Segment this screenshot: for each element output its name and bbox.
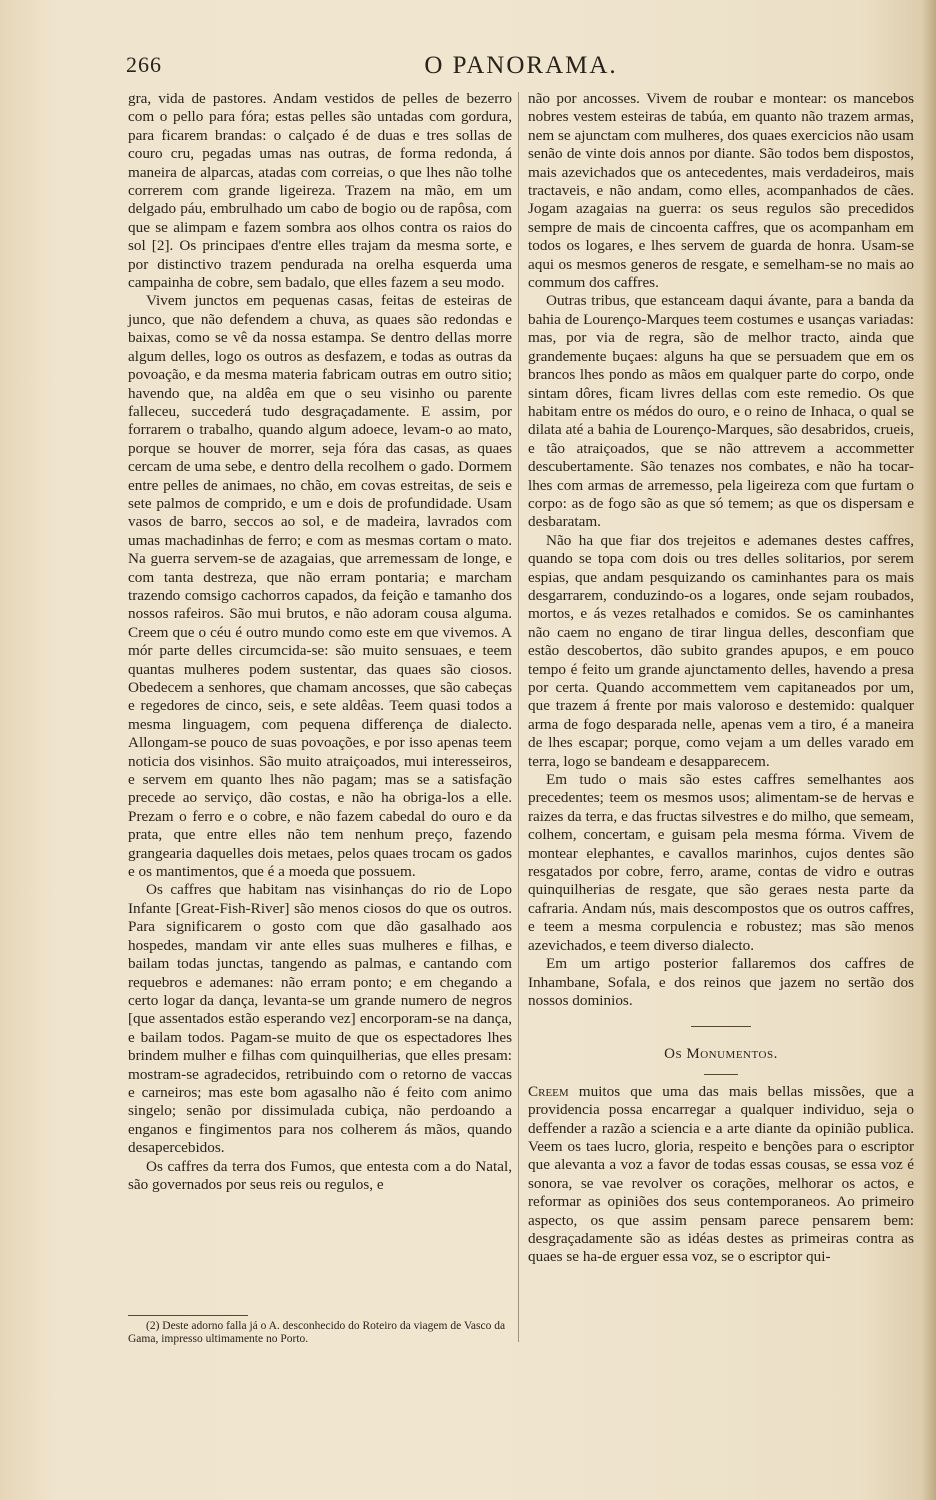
page-header xyxy=(126,52,916,86)
paragraph: Vivem junctos em pequenas casas, feitas de esteiras de junco, que não defendem a chuva, as quaes são redondas e baixas, como se vê da nossa estampa. Se dentro dellas morre algum delles, logo os outros as desfazem, e todas as outras da povoação, e da mesma materia fabricam outras em outro sitio; havendo que, na aldêa em que o seu visinho ou parente falleceu, succederá tudo desgraçadamente. E assim, por forrarem o trabalho, quando algum adoece, levam-o ao mato, porque se houver de morrer, seja fóra das casas, as quaes cercam de uma sebe, e dentro della recolhem o gado. Dormem entre pelles de animaes, no chão, em covas estreitas, de seis e sete palmos de comprido, e um e dois de profundidade. Usam vasos de barro, seccos ao sol, e de madeira, lavrados com umas machadinhas de ferro; e com as mesmas cortam o mato. Na guerra servem-se de azagaias, que arremessam de longe, e com tanta destreza, que não erram pontaria; e marcham trazendo comsigo cachorros capados, da feição e tamanho dos nossos rafeiros. São mui brutos, e não adoram cousa alguma. Creem que o céu é outro mundo como este em que vivemos. A mór parte delles circumcida-se: são muito sensuaes, e teem quantas mulheres podem sustentar, das quaes são ciosos. Obedecem a senhores, que chamam ancosses, que são cabeças e regedores de cinco, seis, e sete aldêas. Teem quasi todos a mesma linguagem, com pequena differença de dialecto. Allongam-se pouco de suas povoações, e por isso apenas teem noticia dos visinhos. São muito atraiçoados, mui interesseiros, e servem em quanto lhes não pagam; mas se a satisfação precede ao serviço, dão costas, e não ha obriga-los a elle. Prezam o ferro e o cobre, e não fazem cabedal do ouro e da prata, que entre elles não tem nenhum preço, fazendo grangearia daquelles dois metaes, pelos quaes trocam os gados e os mantimentos, que é a moeda que possuem. xyxy=(128,292,512,881)
publication-title: O PANORAMA. xyxy=(424,52,618,79)
page-number: 266 xyxy=(126,52,162,77)
lead-word: Creem xyxy=(528,1082,569,1100)
section-text: muitos que uma das mais bellas missões, que a providencia possa encarregar a qualquer individuo, seja o deffender a razão a sciencia e a arte diante da opinião publica. Veem os taes lucro, gloria, respeito e benções para o escriptor que alevanta a voz a favor de todas essas cousas, se essa voz é sonora, se vae revolver os corações, melhorar os actos, e reformar as opiniões dos seus contemporaneos. Ao primeiro aspecto, os que assim pensam parece pensarem bem: desgraçadamente são as idéas destes as primeiras contra as quaes se ha-de erguer essa voz, se o escriptor qui- xyxy=(528,1082,914,1266)
paragraph: não por ancosses. Vivem de roubar e montear: os mancebos nobres vestem esteiras de tabúa, em quanto não trazem armas, nem se ajunctam com mulheres, dos quaes exercicios não usam senão de vinte dois annos por diante. São todos bem dispostos, mais azevichados que os antecedentes, mais verdadeiros, mais tractaveis, e não andam, como elles, acompanhados de cães. Jogam azagaias na guerra: os seus regulos são precedidos sempre de mais de cincoenta caffres, que os acompanham em todos os logares, e lhes servem de guarda de honra. Usam-se aqui os mesmos generos de resgate, e semelham-se no mais ao commum dos caffres. xyxy=(528,90,914,292)
right-column xyxy=(528,90,914,1267)
left-column xyxy=(128,90,512,1194)
paragraph: gra, vida de pastores. Andam vestidos de pelles de bezerro com o pello para fóra; estas pelles são untadas com gordura, para ficarem brandas: o calçado é de duas e tres sollas de couro cru, pegadas umas nas outras, de forma redonda, á maneira de alparcas, atadas com correias, o que lhes não tolhe correrem com grande ligeireza. Trazem na mão, em um delgado páu, embrulhado um cabo de bogio ou de rapôsa, com que se alimpam e fazem sombra aos olhos contra os raios do sol [2]. Os principaes d'entre elles trajam da mesma sorte, e por distinctivo trazem pendurada na orelha esquerda uma campainha de cobre, sem badalo, que elles fazem a seu modo. xyxy=(128,90,512,292)
section-divider xyxy=(704,1074,738,1075)
page-edge-shadow xyxy=(922,0,936,1500)
section-paragraph xyxy=(528,1083,914,1267)
paragraph: Em um artigo posterior fallaremos dos caffres de Inhambane, Sofala, e dos reinos que jazem no sertão dos nossos dominios. xyxy=(528,955,914,1009)
footnote-divider xyxy=(128,1315,248,1316)
paragraph: Em tudo o mais são estes caffres semelhantes aos precedentes; teem os mesmos usos; alimentam-se de hervas e raizes da terra, e das fructas silvestres e do milho, que semeam, colhem, concertam, e guisam pela mesma fórma. Vivem de montear elephantes, e cavallos marinhos, cujos dentes são resgatados por cobre, ferro, arame, contas de vidro e outras quinquilherias de resgate, que são geraes nesta parte da cafraria. Andam nús, mais descompostos que os outros caffres, e teem a mesma corpulencia e robustez; mas são menos azevichados, e teem diverso dialecto. xyxy=(528,771,914,954)
section-divider xyxy=(691,1026,751,1027)
paragraph: Outras tribus, que estanceam daqui ávante, para a banda da bahia de Lourenço-Marques teem costumes e usanças variadas: mas, por via de regra, são de melhor tracto, ainda que grandemente buçaes: alguns ha que se persuadem que em os brancos lhes pondo as mãos em qualquer parte do corpo, onde sintam dôres, ficam livres dellas com este remedio. Os que habitam entre os médos do ouro, e o reino de Inhaca, o qual se dilata até a bahia de Lourenço-Marques, são desabridos, crueis, e tão atraiçoados, que se não attrevem a accommetter descubertamente. São tenazes nos combates, e não ha tocar-lhes com armas de arremesso, pela ligeireza com que furtam o corpo: as de fogo são as que só temem; as que os dispersam e desbaratam. xyxy=(528,292,914,531)
paragraph: Os caffres que habitam nas visinhanças do rio de Lopo Infante [Great-Fish-River] são menos ciosos do que os outros. Para significarem o gosto com que dão gasalhado aos hospedes, mandam vir ante elles suas mulheres e filhas, e bailam todas junctas, tangendo as palmas, e cantando com requebros e ademanes: não erram ponto; e em chegando a certo logar da dança, levanta-se um grande numero de negros [que assentados estão esperando vez] encorporam-se na dança, e bailam todos. Pagam-se muito de que os espectadores lhes brindem mulher e filhas com quinquilherias, que elles presam: mostram-se agradecidos, retribuindo com o retorno de vaccas e carneiros; mas este bom agasalho não é feito com animo singelo; senão por dissimulada cubiça, não perdoando a enganos e fingimentos para nos colherem ás mãos, quando desapercebidos. xyxy=(128,881,512,1157)
paragraph: Os caffres da terra dos Fumos, que entesta com a do Natal, são governados por seus reis ou regulos, e xyxy=(128,1157,512,1193)
paragraph: Não ha que fiar dos trejeitos e ademanes destes caffres, quando se topa com dois ou tres delles solitarios, por serem espias, que andam pesquizando os caminhantes para os mais desgarrarem, conduzindo-os a logares, onde sejam roubados, mortos, e ás vezes retalhados e comidos. Se os caminhantes não caem no engano de tirar lingua delles, desconfiam que estão descobertos, dão subito grandes apupos, e em pouco tempo é feito um grande ajunctamento delles, havendo a presa por certa. Quando accommettem vem capitaneados por um, que trazem á frente por mais valoroso e destemido: qualquer arma de fogo desparada nelle, apenas vem a tiro, é a maneira de lhes escapar; porque, como vejam a um delles varado em terra, logo se bandeam e desapparecem. xyxy=(528,531,914,770)
section-heading: Os Monumentos. xyxy=(664,1046,778,1063)
footnote: (2) Deste adorno falla já o A. desconhecido do Roteiro da viagem de Vasco da Gama, impresso ultimamente no Porto. xyxy=(128,1320,506,1345)
column-divider xyxy=(518,92,519,1342)
